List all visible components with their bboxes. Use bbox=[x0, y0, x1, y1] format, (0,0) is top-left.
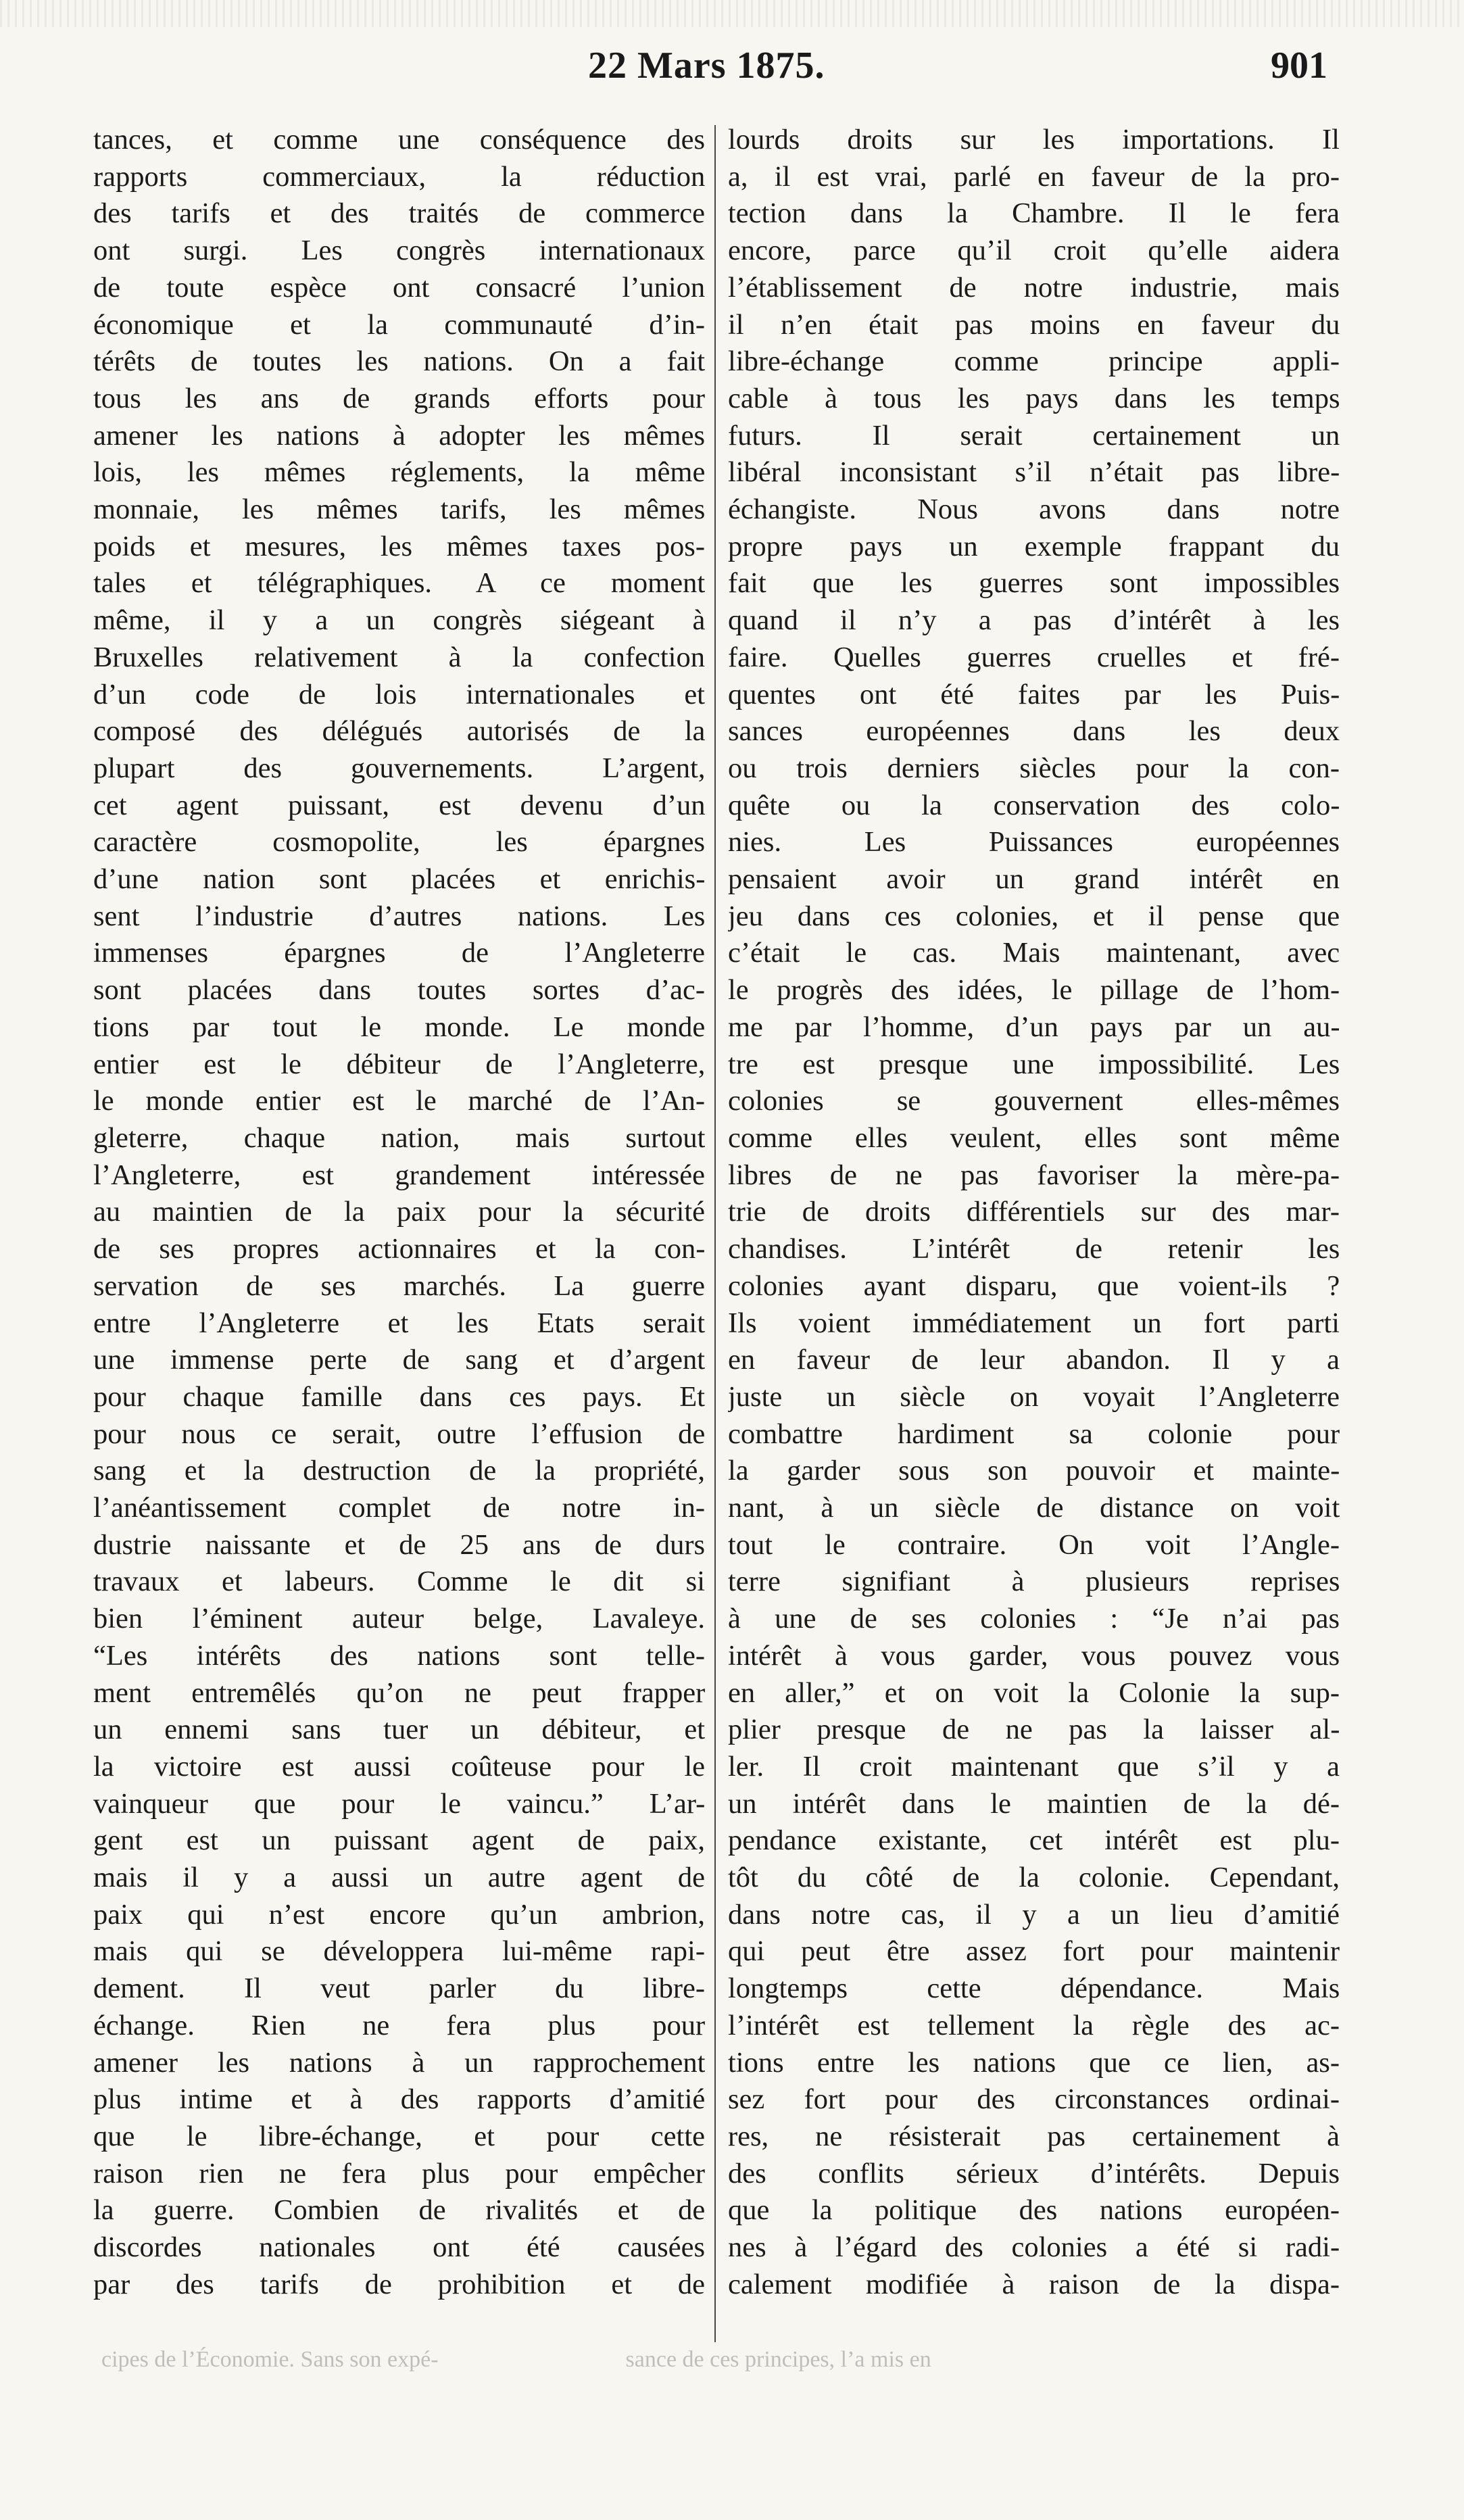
text-line: nant, à un siècle de distance on voit bbox=[728, 1492, 1340, 1524]
text-line: combattre hardiment sa colonie pour bbox=[728, 1418, 1340, 1450]
text-line: servation de ses marchés. La guerre bbox=[93, 1269, 705, 1302]
text-line: mais qui se développera lui-même rapi- bbox=[93, 1935, 705, 1968]
text-line: en aller,” et on voit la Colonie la sup- bbox=[728, 1676, 1340, 1709]
text-line: juste un siècle on voyait l’Angleterre bbox=[728, 1380, 1340, 1413]
text-line: travaux et labeurs. Comme le dit si bbox=[93, 1566, 705, 1598]
text-line: ment entremêlés qu’on ne peut frapper bbox=[93, 1676, 705, 1709]
text-line: quand il n’y a pas d’intérêt à les bbox=[728, 604, 1340, 637]
page-number: 901 bbox=[1271, 45, 1327, 87]
text-line: poids et mesures, les mêmes taxes pos- bbox=[93, 530, 705, 562]
text-line: monnaie, les mêmes tarifs, les mêmes bbox=[93, 493, 705, 526]
text-line: tions par tout le monde. Le monde bbox=[93, 1011, 705, 1043]
text-line: immenses épargnes de l’Angleterre bbox=[93, 937, 705, 969]
text-line: quentes ont été faites par les Puis- bbox=[728, 678, 1340, 710]
text-line: le monde entier est le marché de l’An- bbox=[93, 1085, 705, 1117]
text-line: il n’en était pas moins en faveur du bbox=[728, 308, 1340, 341]
text-line: nes à l’égard des colonies a été si radi- bbox=[728, 2231, 1340, 2264]
text-line: l’établissement de notre industrie, mais bbox=[728, 271, 1340, 304]
page-date: 22 Mars 1875. bbox=[588, 45, 825, 87]
footer-left-text: cipes de l’Économie. Sans son expé- bbox=[101, 2347, 439, 2372]
text-line: plier presque de ne pas la laisser al- bbox=[728, 1714, 1340, 1746]
text-line: d’un code de lois internationales et bbox=[93, 678, 705, 710]
text-line: fait que les guerres sont impossibles bbox=[728, 567, 1340, 600]
text-line: tout le contraire. On voit l’Angle- bbox=[728, 1528, 1340, 1561]
text-line: colonies ayant disparu, que voient-ils ? bbox=[728, 1269, 1340, 1302]
text-line: dement. Il veut parler du libre- bbox=[93, 1972, 705, 2005]
text-line: amener les nations à adopter les mêmes bbox=[93, 419, 705, 452]
text-line: libre-échange comme principe appli- bbox=[728, 345, 1340, 378]
text-line: jeu dans ces colonies, et il pense que bbox=[728, 900, 1340, 932]
text-line: la guerre. Combien de rivalités et de bbox=[93, 2194, 705, 2227]
text-line: paix qui n’est encore qu’un ambrion, bbox=[93, 1898, 705, 1931]
text-line: un ennemi sans tuer un débiteur, et bbox=[93, 1714, 705, 1746]
text-line: tous les ans de grands efforts pour bbox=[93, 382, 705, 414]
text-line: comme elles veulent, elles sont même bbox=[728, 1121, 1340, 1154]
column-divider bbox=[714, 125, 716, 2342]
faded-footer-text bbox=[101, 2346, 1386, 2374]
text-line: d’une nation sont placées et enrichis- bbox=[93, 863, 705, 896]
text-line: “Les intérêts des nations sont telle- bbox=[93, 1639, 705, 1672]
text-line: des tarifs et des traités de commerce bbox=[93, 197, 705, 230]
text-line: en faveur de leur abandon. Il y a bbox=[728, 1344, 1340, 1376]
text-line: gleterre, chaque nation, mais surtout bbox=[93, 1121, 705, 1154]
text-line: qui peut être assez fort pour maintenir bbox=[728, 1935, 1340, 1968]
text-line: tôt du côté de la colonie. Cependant, bbox=[728, 1862, 1340, 1894]
page-header bbox=[0, 37, 1464, 98]
text-line: ler. Il croit maintenant que s’il y a bbox=[728, 1750, 1340, 1783]
text-line: colonies se gouvernent elles-mêmes bbox=[728, 1085, 1340, 1117]
text-line: par des tarifs de prohibition et de bbox=[93, 2268, 705, 2300]
scan-noise bbox=[0, 0, 1464, 27]
text-line: rapports commerciaux, la réduction bbox=[93, 160, 705, 193]
text-line: pour nous ce serait, outre l’effusion de bbox=[93, 1418, 705, 1450]
text-line: quête ou la conservation des colo- bbox=[728, 789, 1340, 821]
text-line: a, il est vrai, parlé en faveur de la pro- bbox=[728, 160, 1340, 193]
text-line: mais il y a aussi un autre agent de bbox=[93, 1862, 705, 1894]
left-column bbox=[93, 122, 705, 2303]
text-line: cet agent puissant, est devenu d’un bbox=[93, 789, 705, 821]
text-line: pensaient avoir un grand intérêt en bbox=[728, 863, 1340, 896]
text-line: la victoire est aussi coûteuse pour le bbox=[93, 1750, 705, 1783]
text-line: un intérêt dans le maintien de la dé- bbox=[728, 1787, 1340, 1820]
text-line: entier est le débiteur de l’Angleterre, bbox=[93, 1048, 705, 1080]
text-line: sang et la destruction de la propriété, bbox=[93, 1455, 705, 1487]
text-line: sont placées dans toutes sortes d’ac- bbox=[93, 974, 705, 1007]
text-line: dustrie naissante et de 25 ans de durs bbox=[93, 1528, 705, 1561]
text-line: sances européennes dans les deux bbox=[728, 715, 1340, 748]
text-line: sent l’industrie d’autres nations. Les bbox=[93, 900, 705, 932]
text-line: intérêt à vous garder, vous pouvez vous bbox=[728, 1639, 1340, 1672]
text-line: cable à tous les pays dans les temps bbox=[728, 382, 1340, 414]
text-line: que la politique des nations européen- bbox=[728, 2194, 1340, 2227]
text-line: chandises. L’intérêt de retenir les bbox=[728, 1233, 1340, 1265]
text-line: plus intime et à des rapports d’amitié bbox=[93, 2083, 705, 2116]
text-line: propre pays un exemple frappant du bbox=[728, 530, 1340, 562]
text-line: tances, et comme une conséquence des bbox=[93, 124, 705, 155]
text-line: de ses propres actionnaires et la con- bbox=[93, 1233, 705, 1265]
text-line: sez fort pour des circonstances ordinai- bbox=[728, 2083, 1340, 2116]
text-line: Ils voient immédiatement un fort parti bbox=[728, 1307, 1340, 1339]
footer-right-text: sance de ces principes, l’a mis en bbox=[625, 2347, 931, 2372]
text-line: nies. Les Puissances européennes bbox=[728, 826, 1340, 858]
text-line: à une de ses colonies : “Je n’ai pas bbox=[728, 1603, 1340, 1635]
text-line: res, ne résisterait pas certainement à bbox=[728, 2120, 1340, 2152]
text-line: que le libre-échange, et pour cette bbox=[93, 2120, 705, 2152]
text-line: trie de droits différentiels sur des mar- bbox=[728, 1196, 1340, 1228]
text-line: au maintien de la paix pour la sécurité bbox=[93, 1196, 705, 1228]
text-line: libres de ne pas favoriser la mère-pa- bbox=[728, 1159, 1340, 1191]
text-line: tions entre les nations que ce lien, as- bbox=[728, 2046, 1340, 2079]
text-line: amener les nations à un rapprochement bbox=[93, 2046, 705, 2079]
text-line: raison rien ne fera plus pour empêcher bbox=[93, 2157, 705, 2189]
text-line: de toute espèce ont consacré l’union bbox=[93, 271, 705, 304]
text-line: dans notre cas, il y a un lieu d’amitié bbox=[728, 1898, 1340, 1931]
text-line: encore, parce qu’il croit qu’elle aidera bbox=[728, 235, 1340, 267]
text-line: tre est presque une impossibilité. Les bbox=[728, 1048, 1340, 1080]
text-line: calement modifiée à raison de la dispa- bbox=[728, 2268, 1340, 2300]
text-line: même, il y a un congrès siégeant à bbox=[93, 604, 705, 637]
text-line: libéral inconsistant s’il n’était pas libre- bbox=[728, 456, 1340, 489]
text-line: plupart des gouvernements. L’argent, bbox=[93, 752, 705, 784]
text-line: faire. Quelles guerres cruelles et fré- bbox=[728, 641, 1340, 673]
text-line: la garder sous son pouvoir et mainte- bbox=[728, 1455, 1340, 1487]
text-line: terre signifiant à plusieurs reprises bbox=[728, 1566, 1340, 1598]
text-line: une immense perte de sang et d’argent bbox=[93, 1344, 705, 1376]
text-line: térêts de toutes les nations. On a fait bbox=[93, 345, 705, 378]
text-line: l’intérêt est tellement la règle des ac- bbox=[728, 2009, 1340, 2041]
text-line: tection dans la Chambre. Il le fera bbox=[728, 197, 1340, 230]
text-line: bien l’éminent auteur belge, Lavaleye. bbox=[93, 1603, 705, 1635]
text-line: lois, les mêmes réglements, la même bbox=[93, 456, 705, 489]
text-line: c’était le cas. Mais maintenant, avec bbox=[728, 937, 1340, 969]
text-line: tales et télégraphiques. A ce moment bbox=[93, 567, 705, 600]
text-line: des conflits sérieux d’intérêts. Depuis bbox=[728, 2157, 1340, 2189]
text-line: pendance existante, cet intérêt est plu- bbox=[728, 1824, 1340, 1857]
text-line: économique et la communauté d’in- bbox=[93, 308, 705, 341]
text-line: l’Angleterre, est grandement intéressée bbox=[93, 1159, 705, 1191]
text-line: ont surgi. Les congrès internationaux bbox=[93, 235, 705, 267]
text-line: me par l’homme, d’un pays par un au- bbox=[728, 1011, 1340, 1043]
text-line: le progrès des idées, le pillage de l’hom- bbox=[728, 974, 1340, 1007]
text-line: échange. Rien ne fera plus pour bbox=[93, 2009, 705, 2041]
text-line: vainqueur que pour le vaincu.” L’ar- bbox=[93, 1787, 705, 1820]
text-line: composé des délégués autorisés de la bbox=[93, 715, 705, 748]
text-line: l’anéantissement complet de notre in- bbox=[93, 1492, 705, 1524]
text-line: lourds droits sur les importations. Il bbox=[728, 124, 1340, 155]
text-line: échangiste. Nous avons dans notre bbox=[728, 493, 1340, 526]
text-line: longtemps cette dépendance. Mais bbox=[728, 1972, 1340, 2005]
text-line: entre l’Angleterre et les Etats serait bbox=[93, 1307, 705, 1339]
text-line: gent est un puissant agent de paix, bbox=[93, 1824, 705, 1857]
text-line: caractère cosmopolite, les épargnes bbox=[93, 826, 705, 858]
text-line: pour chaque famille dans ces pays. Et bbox=[93, 1380, 705, 1413]
text-line: Bruxelles relativement à la confection bbox=[93, 641, 705, 673]
text-line: ou trois derniers siècles pour la con- bbox=[728, 752, 1340, 784]
right-column bbox=[728, 122, 1340, 2303]
text-line: futurs. Il serait certainement un bbox=[728, 419, 1340, 452]
text-line: discordes nationales ont été causées bbox=[93, 2231, 705, 2264]
